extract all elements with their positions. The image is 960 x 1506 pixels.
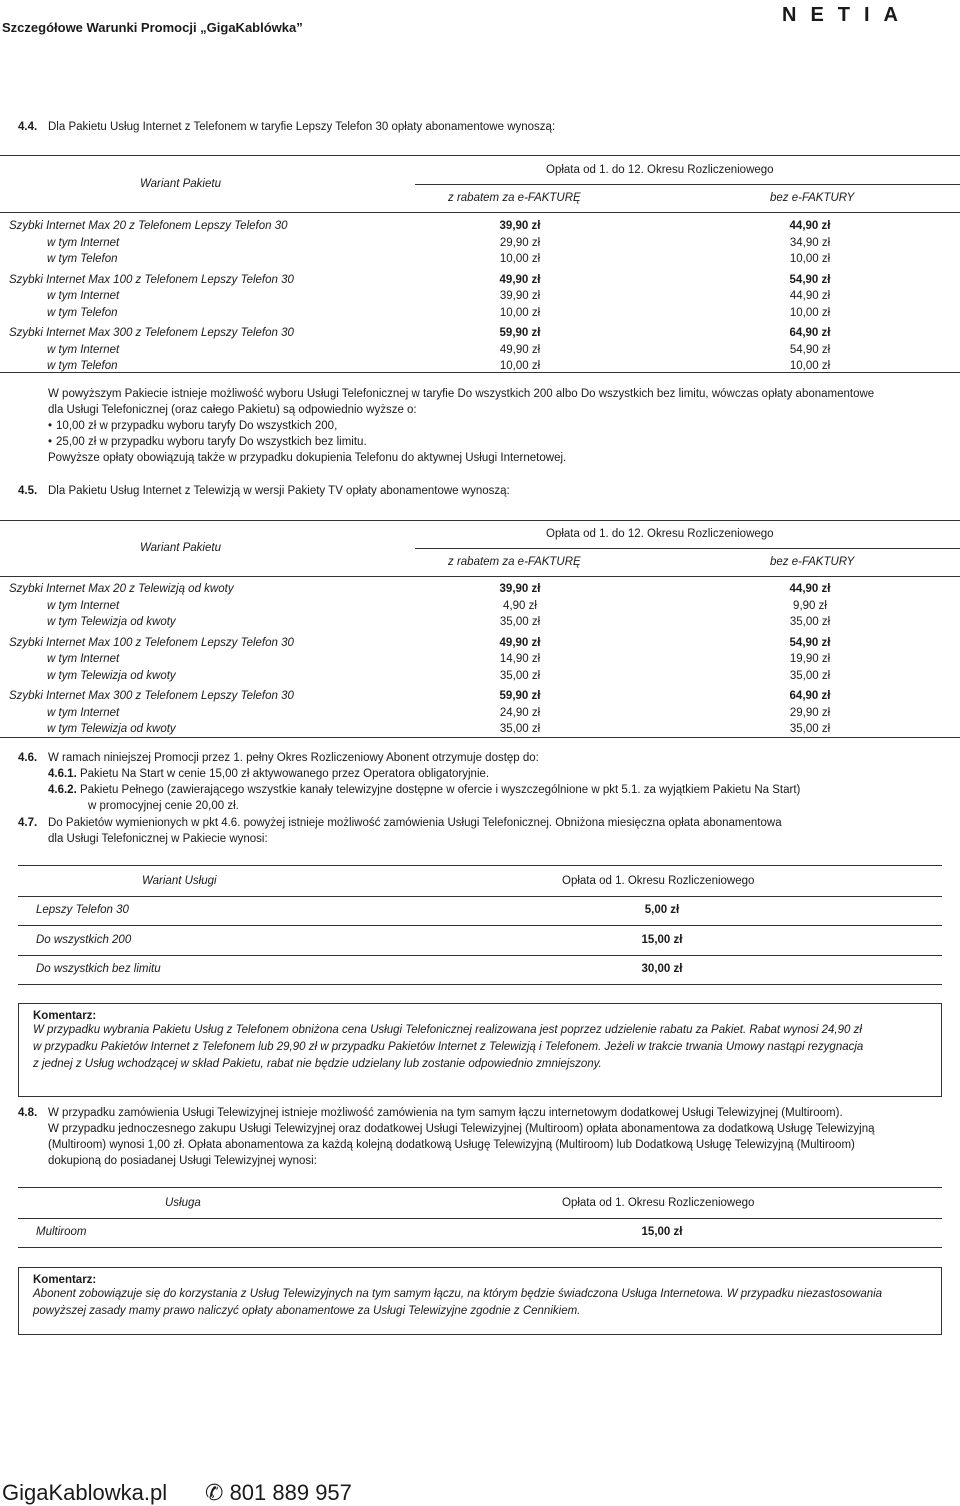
package-subrow [0, 235, 960, 251]
price-with-efaktura: 14,90 zł [499, 653, 541, 665]
package-row [0, 272, 960, 288]
price-without-efaktura: 10,00 zł [789, 360, 831, 372]
note-line: dla Usługi Telefonicznej (oraz całego Pakietu) są odpowiednio wyższe o: [48, 404, 417, 416]
row-label: w tym Telewizja od kwoty [47, 616, 176, 628]
section-text-cont: dla Usługi Telefonicznej w Pakiecie wynosi: [48, 833, 268, 845]
service-variant-price: 5,00 zł [644, 904, 680, 916]
row-label: w tym Internet [47, 236, 120, 249]
multiroom-label: Multiroom [36, 1226, 87, 1238]
price-without-efaktura: 35,00 zł [789, 723, 831, 735]
bullet-item [48, 418, 948, 434]
price-with-efaktura: 10,00 zł [499, 360, 541, 372]
price-without-efaktura: 29,90 zł [789, 706, 831, 719]
price-without-efaktura: 64,90 zł [789, 690, 831, 702]
row-label: w tym Telefon [47, 306, 118, 319]
package-subrow [0, 342, 960, 358]
bullet-text: 10,00 zł w przypadku wyboru taryfy Do wszystkich 200, [56, 420, 338, 432]
section-4-5-intro [18, 485, 510, 497]
row-label: w tym Internet [47, 290, 120, 302]
subsection-text-cont: w promocyjnej cenie 20,00 zł. [88, 800, 239, 812]
header-divider [415, 184, 960, 185]
package-row [0, 581, 960, 597]
row-label: w tym Internet [47, 706, 120, 719]
price-with-efaktura: 39,90 zł [499, 220, 541, 232]
footer-website[interactable]: GigaKablowka.pl [2, 1480, 168, 1505]
phone-number: 801 889 957 [229, 1480, 352, 1505]
subsection-number: 4.6.1. [48, 768, 77, 780]
table-bottom-rule [0, 372, 960, 373]
row-label: w tym Telewizja od kwoty [47, 669, 176, 682]
price-with-efaktura: 4,90 zł [503, 599, 537, 612]
column-header-without-efaktura: bez e-FAKTURY [770, 192, 855, 204]
package-subrow [0, 721, 960, 737]
note-line: Powyższe opłaty obowiązują także w przypadku dokupienia Telefonu do aktywnej Usługi Internetowej. [48, 452, 567, 464]
section-text-cont: W przypadku jednoczesnego zakupu Usługi Telewizyjnej oraz dodatkowej Usługi Telewizyjnej (Multiroom) opłata abonamentowa za dodatkową Usługę Telewizyjną [48, 1123, 875, 1135]
table-top-rule [0, 520, 960, 521]
row-label: Szybki Internet Max 300 z Telefonem Lepszy Telefon 30 [9, 327, 294, 339]
column-header-without-efaktura: bez e-FAKTURY [770, 556, 855, 568]
table-bottom-rule [0, 737, 960, 738]
price-with-efaktura: 29,90 zł [499, 236, 541, 249]
price-without-efaktura: 35,00 zł [789, 616, 831, 628]
price-with-efaktura: 49,90 zł [499, 343, 541, 356]
section-text: Dla Pakietu Usług Internet z Telefonem w taryfie Lepszy Telefon 30 opłaty abonamentowe wynoszą: [48, 121, 556, 133]
netia-logo: NETIA [782, 4, 912, 26]
table-top-rule [18, 1187, 942, 1188]
row-label: Szybki Internet Max 20 z Telewizją od kwoty [9, 583, 234, 595]
section-number: 4.6. [18, 752, 38, 764]
header-bottom-rule [0, 212, 960, 213]
price-without-efaktura: 10,00 zł [789, 306, 831, 319]
package-row [0, 218, 960, 234]
section-4-6 [18, 750, 948, 814]
comment-title: Komentarz: [33, 1274, 97, 1286]
price-without-efaktura: 35,00 zł [789, 669, 831, 682]
subsection-text: Pakietu Na Start w cenie 15,00 zł aktywowanego przez Operatora obligatoryjnie. [79, 768, 490, 780]
header-bottom-rule [18, 1218, 942, 1219]
package-row [0, 325, 960, 341]
comment-title: Komentarz: [33, 1010, 97, 1022]
column-header-fee: Opłata od 1. Okresu Rozliczeniowego [562, 1197, 755, 1209]
column-header-variant: Wariant Pakietu [140, 178, 221, 190]
section-number: 4.4. [18, 121, 38, 133]
package-subrow [0, 251, 960, 267]
package-subrow [0, 614, 960, 630]
section-text: Do Pakietów wymienionych w pkt 4.6. powyżej istnieje możliwość zamówienia Usługi Telefonicznej. Obniżona miesięczna opłata abonamentowa [48, 817, 782, 829]
price-without-efaktura: 10,00 zł [789, 253, 831, 265]
price-with-efaktura: 24,90 zł [499, 706, 541, 719]
comment-box [18, 1003, 942, 1097]
price-without-efaktura: 54,90 zł [789, 636, 831, 649]
header-divider [415, 548, 960, 549]
comment-line: powyższej zasady mamy prawo naliczyć opłaty abonamentowe za Usługi Telewizyjne zgodnie z Cennikiem. [33, 1305, 581, 1317]
table-top-rule [0, 155, 960, 156]
row-label: Szybki Internet Max 100 z Telefonem Lepszy Telefon 30 [9, 273, 294, 286]
row-label: w tym Telewizja od kwoty [47, 723, 176, 735]
service-variant-price: 15,00 zł [641, 933, 683, 946]
price-with-efaktura: 10,00 zł [499, 253, 541, 265]
header-bottom-rule [18, 896, 942, 897]
comment-line: z jednej z Usług wchodzącej w skład Pakietu, rabat nie będzie udzielany lub zostanie odpowiednio zmniejszony. [33, 1058, 602, 1070]
note-line: W powyższym Pakiecie istnieje możliwość wyboru Usługi Telefonicznej w taryfie Do wszystkich 200 albo Do wszystkich bez limitu, wówczas opłaty abonamentowe [48, 388, 875, 400]
section-text: W przypadku zamówienia Usługi Telewizyjnej istnieje możliwość zamówienia na tym samym łączu internetowym dodatkowej Usługi Telewizyjnej (Multiroom). [48, 1107, 843, 1119]
price-with-efaktura: 10,00 zł [499, 306, 541, 319]
price-without-efaktura: 34,90 zł [789, 236, 831, 249]
section-4-4-intro [18, 121, 555, 133]
column-header-fee: Opłata od 1. Okresu Rozliczeniowego [562, 875, 755, 887]
package-subrow [0, 288, 960, 304]
price-with-efaktura: 39,90 zł [499, 290, 541, 302]
row-divider [18, 925, 942, 926]
price-with-efaktura: 39,90 zł [499, 583, 541, 595]
price-with-efaktura: 35,00 zł [499, 669, 541, 682]
package-subrow [0, 668, 960, 684]
section-text: W ramach niniejszej Promocji przez 1. pełny Okres Rozliczeniowy Abonent otrzymuje dostęp do: [48, 752, 539, 764]
price-without-efaktura: 44,90 zł [789, 583, 831, 595]
row-label: Szybki Internet Max 300 z Telefonem Lepszy Telefon 30 [9, 690, 294, 702]
section-text-cont: dokupioną do posiadanej Usługi Telewizyjnej wynosi: [48, 1155, 317, 1167]
column-header-with-efaktura: z rabatem za e-FAKTURĘ [448, 556, 581, 568]
section-number: 4.8. [18, 1107, 38, 1119]
service-variant-label: Do wszystkich 200 [36, 933, 132, 946]
row-label: w tym Internet [47, 343, 120, 356]
row-label: w tym Telefon [47, 253, 118, 265]
phone-icon: ✆ [205, 1480, 224, 1505]
header-bottom-rule [0, 576, 960, 577]
package-subrow [0, 651, 960, 667]
column-header-variant: Wariant Pakietu [140, 542, 221, 554]
comment-line: w przypadku Pakietów Internet z Telefonem lub 29,90 zł w przypadku Pakietów Internet z Telewizją i Telefonem. Jeżeli w trakcie trwania Umowy nastąpi rezygnacja [33, 1041, 864, 1053]
subsection-text: Pakietu Pełnego (zawierającego wszystkie kanały telewizyjne dostępne w ofercie i wyszczególnione w pkt 5.1. za wyjątkiem Pakietu Na Start) [79, 784, 801, 796]
price-without-efaktura: 19,90 zł [789, 653, 831, 665]
bullet-text: 25,00 zł w przypadku wyboru taryfy Do wszystkich bez limitu. [56, 436, 367, 448]
column-header-fee: Opłata od 1. do 12. Okresu Rozliczeniowego [546, 528, 774, 540]
multiroom-price: 15,00 zł [641, 1226, 683, 1238]
row-divider [18, 955, 942, 956]
package-subrow [0, 705, 960, 721]
row-divider [18, 984, 942, 985]
column-header-variant: Wariant Usługi [142, 875, 217, 887]
price-without-efaktura: 9,90 zł [793, 599, 827, 612]
service-variant-label: Do wszystkich bez limitu [36, 963, 161, 975]
footer-phone[interactable] [205, 1480, 352, 1506]
price-with-efaktura: 35,00 zł [499, 723, 541, 735]
section-number: 4.7. [18, 817, 38, 829]
price-without-efaktura: 54,90 zł [789, 343, 831, 356]
service-variant-price: 30,00 zł [641, 963, 683, 975]
price-without-efaktura: 64,90 zł [789, 327, 831, 339]
comment-line: Abonent zobowiązuje się do korzystania z Usług Telewizyjnych na tym samym łączu, na którym będzie świadczona Usługa Internetowa. W przypadku niezastosowania [33, 1288, 883, 1300]
document-title: Szczegółowe Warunki Promocji „GigaKablówka” [2, 20, 303, 35]
package-row [0, 688, 960, 704]
table-bottom-rule [18, 1247, 942, 1248]
section-4-8 [18, 1105, 948, 1169]
service-variant-label: Lepszy Telefon 30 [36, 904, 129, 916]
price-with-efaktura: 49,90 zł [499, 636, 541, 649]
row-label: w tym Telefon [47, 360, 118, 372]
note-4-4 [48, 386, 948, 466]
column-header-service: Usługa [165, 1197, 201, 1209]
price-with-efaktura: 59,90 zł [499, 327, 541, 339]
section-number: 4.5. [18, 485, 38, 497]
bullet-item [48, 434, 948, 450]
subsection-number: 4.6.2. [48, 784, 77, 796]
column-header-fee: Opłata od 1. do 12. Okresu Rozliczeniowego [546, 164, 774, 176]
section-text-cont: (Multiroom) wynosi 1,00 zł. Opłata abonamentowa za każdą kolejną dodatkową Usługę Telewizyjną (Multiroom) lub Dodatkową Usługę Telewizyjną (Multiroom) [48, 1139, 855, 1151]
package-subrow [0, 598, 960, 614]
comment-box [18, 1267, 942, 1335]
price-without-efaktura: 44,90 zł [789, 220, 831, 232]
price-with-efaktura: 49,90 zł [499, 273, 541, 286]
comment-line: W przypadku wybrania Pakietu Usług z Telefonem obniżona cena Usługi Telefonicznej realizowana jest poprzez udzielenie rabatu za Pakiet. Rabat wynosi 24,90 zł [33, 1024, 862, 1036]
table-top-rule [18, 865, 942, 866]
row-label: Szybki Internet Max 100 z Telefonem Lepszy Telefon 30 [9, 636, 294, 649]
price-without-efaktura: 54,90 zł [789, 273, 831, 286]
row-label: w tym Internet [47, 653, 120, 665]
package-subrow [0, 305, 960, 321]
row-label: w tym Internet [47, 599, 120, 612]
package-row [0, 635, 960, 651]
price-with-efaktura: 35,00 zł [499, 616, 541, 628]
column-header-with-efaktura: z rabatem za e-FAKTURĘ [448, 192, 581, 204]
row-label: Szybki Internet Max 20 z Telefonem Lepszy Telefon 30 [9, 220, 288, 232]
section-4-7 [18, 815, 948, 847]
section-text: Dla Pakietu Usług Internet z Telewizją w wersji Pakiety TV opłaty abonamentowe wynoszą: [48, 485, 510, 497]
price-without-efaktura: 44,90 zł [789, 290, 831, 302]
price-with-efaktura: 59,90 zł [499, 690, 541, 702]
